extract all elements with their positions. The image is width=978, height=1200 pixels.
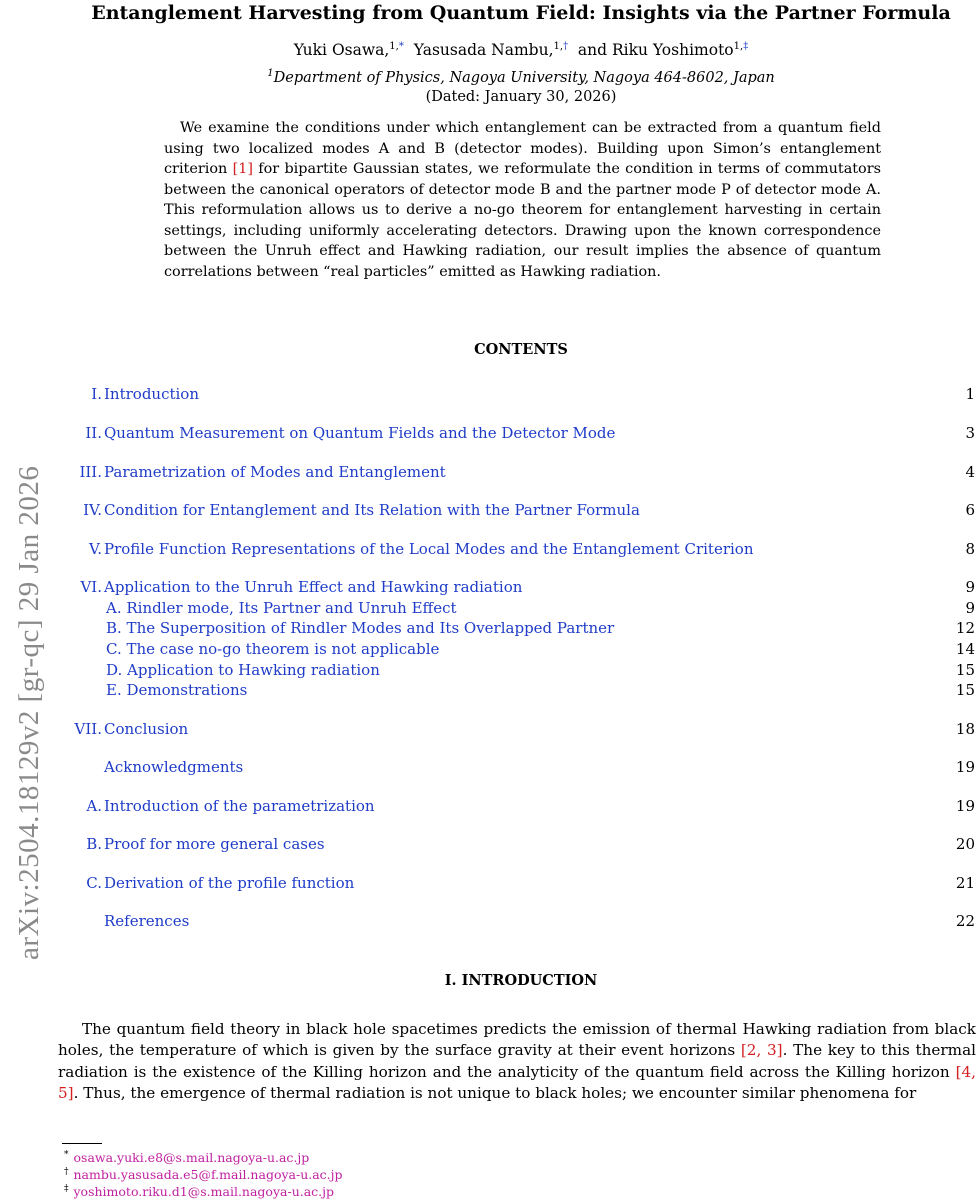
arxiv-stamp: arXiv:2504.18129v2 [gr-qc] 29 Jan 2026 <box>13 465 45 960</box>
toc-page: 8 <box>965 540 975 558</box>
toc-number[interactable]: V. <box>89 540 102 558</box>
toc-entry[interactable] <box>0 874 978 894</box>
toc-subentry[interactable] <box>0 681 978 701</box>
affil-mark: 1 <box>267 68 274 79</box>
author-name: Yasusada Nambu, <box>413 41 554 60</box>
footnote <box>64 1150 309 1165</box>
toc-page: 12 <box>955 619 975 637</box>
toc-page: 9 <box>965 599 975 617</box>
toc-subentry[interactable] <box>0 661 978 681</box>
toc-number[interactable]: I. <box>91 385 102 403</box>
email-link[interactable]: yoshimoto.riku.d1@s.mail.nagoya-u.ac.jp <box>73 1184 335 1200</box>
footnote-link[interactable]: ‡ <box>743 41 749 52</box>
toc-entry[interactable] <box>0 912 978 932</box>
toc-page: 9 <box>965 578 975 596</box>
affiliation-text: Department of Physics, Nagoya University, Nagoya 464-8602, Japan <box>273 69 775 86</box>
toc-page: 3 <box>965 424 975 442</box>
date-line: (Dated: January 30, 2026) <box>425 89 617 105</box>
toc-page: 14 <box>955 640 975 658</box>
toc-page: 15 <box>955 661 975 679</box>
affil-mark: 1, <box>553 41 564 52</box>
footnote-mark: † <box>64 1167 69 1177</box>
toc-number[interactable]: VII. <box>74 720 102 738</box>
author-list <box>0 41 978 59</box>
footnote <box>64 1167 343 1182</box>
toc-number[interactable]: B. <box>86 835 102 853</box>
toc-title[interactable]: References <box>104 912 190 930</box>
toc-title[interactable]: E. Demonstrations <box>106 681 248 699</box>
citation-link[interactable]: [2, 3] <box>740 1041 783 1060</box>
footnote-mark: ‡ <box>64 1184 69 1194</box>
toc-title[interactable]: Acknowledgments <box>104 758 244 776</box>
toc-entry[interactable] <box>0 540 978 560</box>
toc-title[interactable]: Introduction <box>104 385 199 403</box>
toc-title[interactable]: Proof for more general cases <box>104 835 325 853</box>
footnote-link[interactable]: * <box>398 41 404 52</box>
toc-number[interactable]: C. <box>86 874 102 892</box>
abstract-text: We examine the conditions under which entanglement can be extracted from a quantum field using two localized modes A and B (detector modes). Building upon Simon’s entanglement criterion <box>164 120 881 177</box>
toc-title[interactable]: Derivation of the profile function <box>104 874 355 892</box>
toc-page: 19 <box>955 758 975 776</box>
toc-title[interactable]: D. Application to Hawking radiation <box>106 661 380 679</box>
footnote <box>64 1184 334 1199</box>
toc-entry[interactable] <box>0 385 978 405</box>
toc-entry[interactable] <box>0 501 978 521</box>
toc-page: 1 <box>965 385 975 403</box>
affil-mark: 1, <box>389 41 399 52</box>
toc-page: 6 <box>965 501 975 519</box>
toc-subentry[interactable] <box>0 599 978 619</box>
toc-page: 15 <box>955 681 975 699</box>
toc-title[interactable]: Conclusion <box>104 720 189 738</box>
toc-title[interactable]: Introduction of the parametrization <box>104 797 375 815</box>
body-text: . Thus, the emergence of thermal radiation is not unique to black holes; we encounter similar phenomena for <box>73 1083 917 1102</box>
toc-title[interactable]: Parametrization of Modes and Entanglement <box>104 463 446 481</box>
affiliation <box>0 68 978 86</box>
toc-entry[interactable] <box>0 424 978 444</box>
toc-entry[interactable] <box>0 797 978 817</box>
toc-page: 20 <box>955 835 975 853</box>
toc-entry[interactable] <box>0 835 978 855</box>
toc-title[interactable]: Quantum Measurement on Quantum Fields and the Detector Mode <box>104 424 616 442</box>
toc-subentry[interactable] <box>0 619 978 639</box>
toc-number[interactable]: A. <box>86 797 102 815</box>
abstract-text: for bipartite Gaussian states, we reformulate the condition in terms of commutators between the canonical operators of detector mode B and the partner mode P of detector mode A. This reformulation allows us to derive a no-go theorem for entanglement harvesting in certain settings, including uniformly accelerating detectors. Drawing upon the known correspondence between the Unruh effect and Hawking radiation, our result implies the absence of quantum correlations between “real particles” emitted as Hawking radiation. <box>164 161 881 280</box>
toc-number[interactable]: II. <box>85 424 102 442</box>
email-link[interactable]: nambu.yasusada.e5@f.mail.nagoya-u.ac.jp <box>73 1167 343 1183</box>
toc-page: 21 <box>955 874 975 892</box>
toc-title[interactable]: A. Rindler mode, Its Partner and Unruh Effect <box>106 599 457 617</box>
toc-entry[interactable] <box>0 463 978 483</box>
email-link[interactable]: osawa.yuki.e8@s.mail.nagoya-u.ac.jp <box>73 1150 310 1166</box>
abstract <box>164 118 881 282</box>
toc-subentry[interactable] <box>0 640 978 660</box>
footnote-link[interactable]: † <box>563 41 569 52</box>
toc-title[interactable]: C. The case no-go theorem is not applicable <box>106 640 440 658</box>
footnote-mark: * <box>64 1150 69 1160</box>
toc-page: 18 <box>955 720 975 738</box>
toc-number[interactable]: VI. <box>80 578 102 596</box>
toc-entry[interactable] <box>0 720 978 740</box>
toc-title[interactable]: Application to the Unruh Effect and Hawking radiation <box>104 578 523 596</box>
intro-paragraph <box>58 1019 976 1104</box>
toc-title[interactable]: Profile Function Representations of the Local Modes and the Entanglement Criterion <box>104 540 754 558</box>
toc-entry[interactable] <box>0 758 978 778</box>
section-heading: I. INTRODUCTION <box>444 972 598 989</box>
body-text: . The key to this thermal radiation is the existence of the Killing horizon and the analyticity of the quantum field across the Killing horizon <box>58 1041 976 1081</box>
toc-page: 4 <box>965 463 975 481</box>
footnote-rule <box>62 1143 102 1144</box>
toc-entry[interactable] <box>0 578 978 598</box>
affil-mark: 1, <box>733 41 744 52</box>
toc-number[interactable]: III. <box>79 463 102 481</box>
toc-title[interactable]: Condition for Entanglement and Its Relation with the Partner Formula <box>104 501 640 519</box>
citation-link[interactable]: [1] <box>232 161 253 177</box>
paper-title: Entanglement Harvesting from Quantum Field: Insights via the Partner Formula <box>91 2 951 24</box>
toc-title[interactable]: B. The Superposition of Rindler Modes and Its Overlapped Partner <box>106 619 615 637</box>
toc-page: 19 <box>955 797 975 815</box>
citation-link[interactable]: [4, 5] <box>58 1062 976 1102</box>
author-name: Yuki Osawa, <box>293 41 390 60</box>
toc-number[interactable]: IV. <box>83 501 102 519</box>
body-text: The quantum field theory in black hole spacetimes predicts the emission of thermal Hawking radiation from black holes, the temperature of which is given by the surface gravity at their event horizons <box>58 1020 976 1060</box>
toc-page: 22 <box>955 912 975 930</box>
toc-heading: CONTENTS <box>474 341 568 358</box>
author-name: and Riku Yoshimoto <box>577 41 734 60</box>
